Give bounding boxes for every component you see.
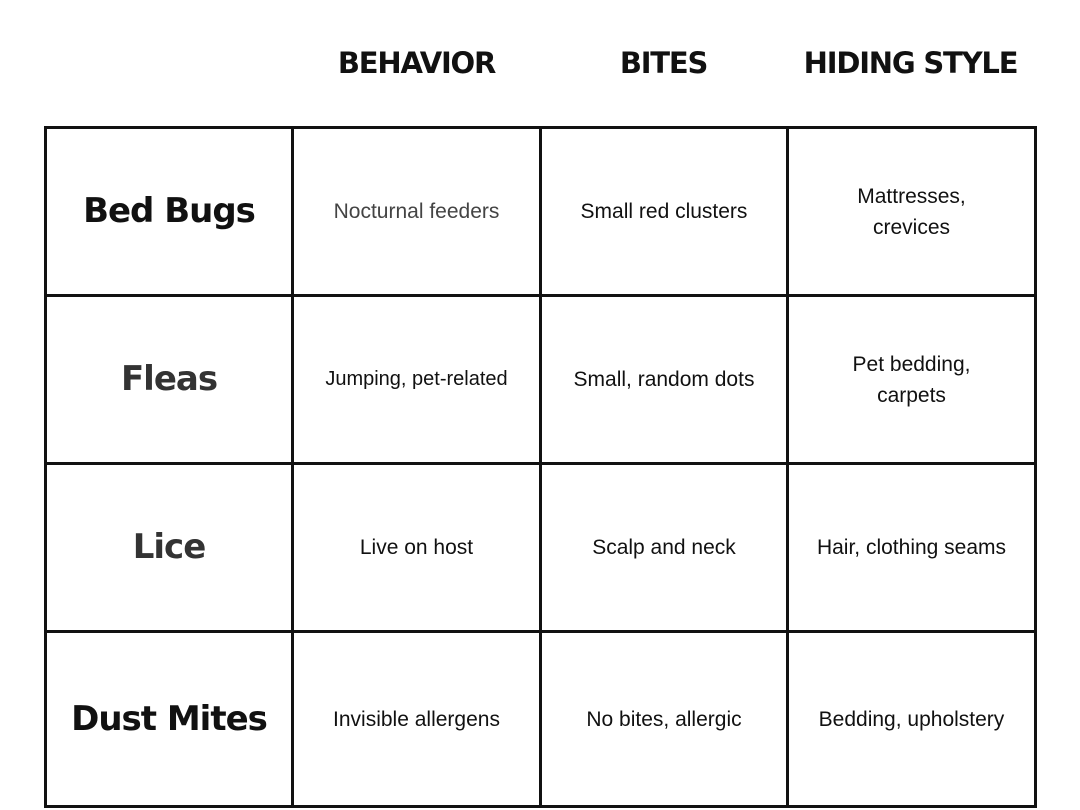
row-header-label: Dust Mites bbox=[71, 698, 267, 739]
column-header-behavior: BEHAVIOR bbox=[337, 46, 496, 80]
cell-hiding-style bbox=[789, 465, 1034, 633]
cell-text: Bedding, upholstery bbox=[818, 707, 1005, 731]
cell-bites bbox=[542, 465, 789, 633]
cell-behavior bbox=[294, 129, 542, 297]
cell-text: Live on host bbox=[359, 536, 474, 559]
row-header-bed-bugs bbox=[47, 129, 294, 297]
cell-text: Invisible allergens bbox=[333, 707, 500, 731]
column-header-row bbox=[0, 0, 1080, 128]
row-header-label: Lice bbox=[132, 527, 206, 567]
cell-text: Jumping, pet-related bbox=[325, 368, 508, 390]
cell-text: Pet bedding, carpets bbox=[852, 352, 971, 407]
cell-text: No bites, allergic bbox=[586, 707, 742, 731]
cell-text: Nocturnal feeders bbox=[333, 200, 500, 223]
row-header-label: Bed Bugs bbox=[83, 191, 255, 231]
cell-behavior bbox=[294, 465, 542, 633]
cell-behavior bbox=[294, 297, 542, 465]
cell-text: Small red clusters bbox=[580, 200, 748, 223]
column-header-bites: BITES bbox=[619, 46, 708, 80]
cell-bites bbox=[542, 633, 789, 805]
cell-text: Hair, clothing seams bbox=[816, 536, 1007, 559]
comparison-table bbox=[44, 126, 1037, 808]
cell-bites bbox=[542, 129, 789, 297]
cell-text: Mattresses, crevices bbox=[857, 184, 966, 239]
cell-behavior bbox=[294, 633, 542, 805]
row-header-lice bbox=[47, 465, 294, 633]
row-header-label: Fleas bbox=[120, 359, 218, 399]
row-header-fleas bbox=[47, 297, 294, 465]
cell-hiding-style bbox=[789, 633, 1034, 805]
cell-hiding-style bbox=[789, 297, 1034, 465]
cell-bites bbox=[542, 297, 789, 465]
row-header-dust-mites bbox=[47, 633, 294, 805]
cell-hiding-style bbox=[789, 129, 1034, 297]
column-header-hiding-style: HIDING STYLE bbox=[803, 46, 1018, 80]
cell-text: Scalp and neck bbox=[592, 536, 736, 559]
cell-text: Small, random dots bbox=[573, 368, 755, 391]
